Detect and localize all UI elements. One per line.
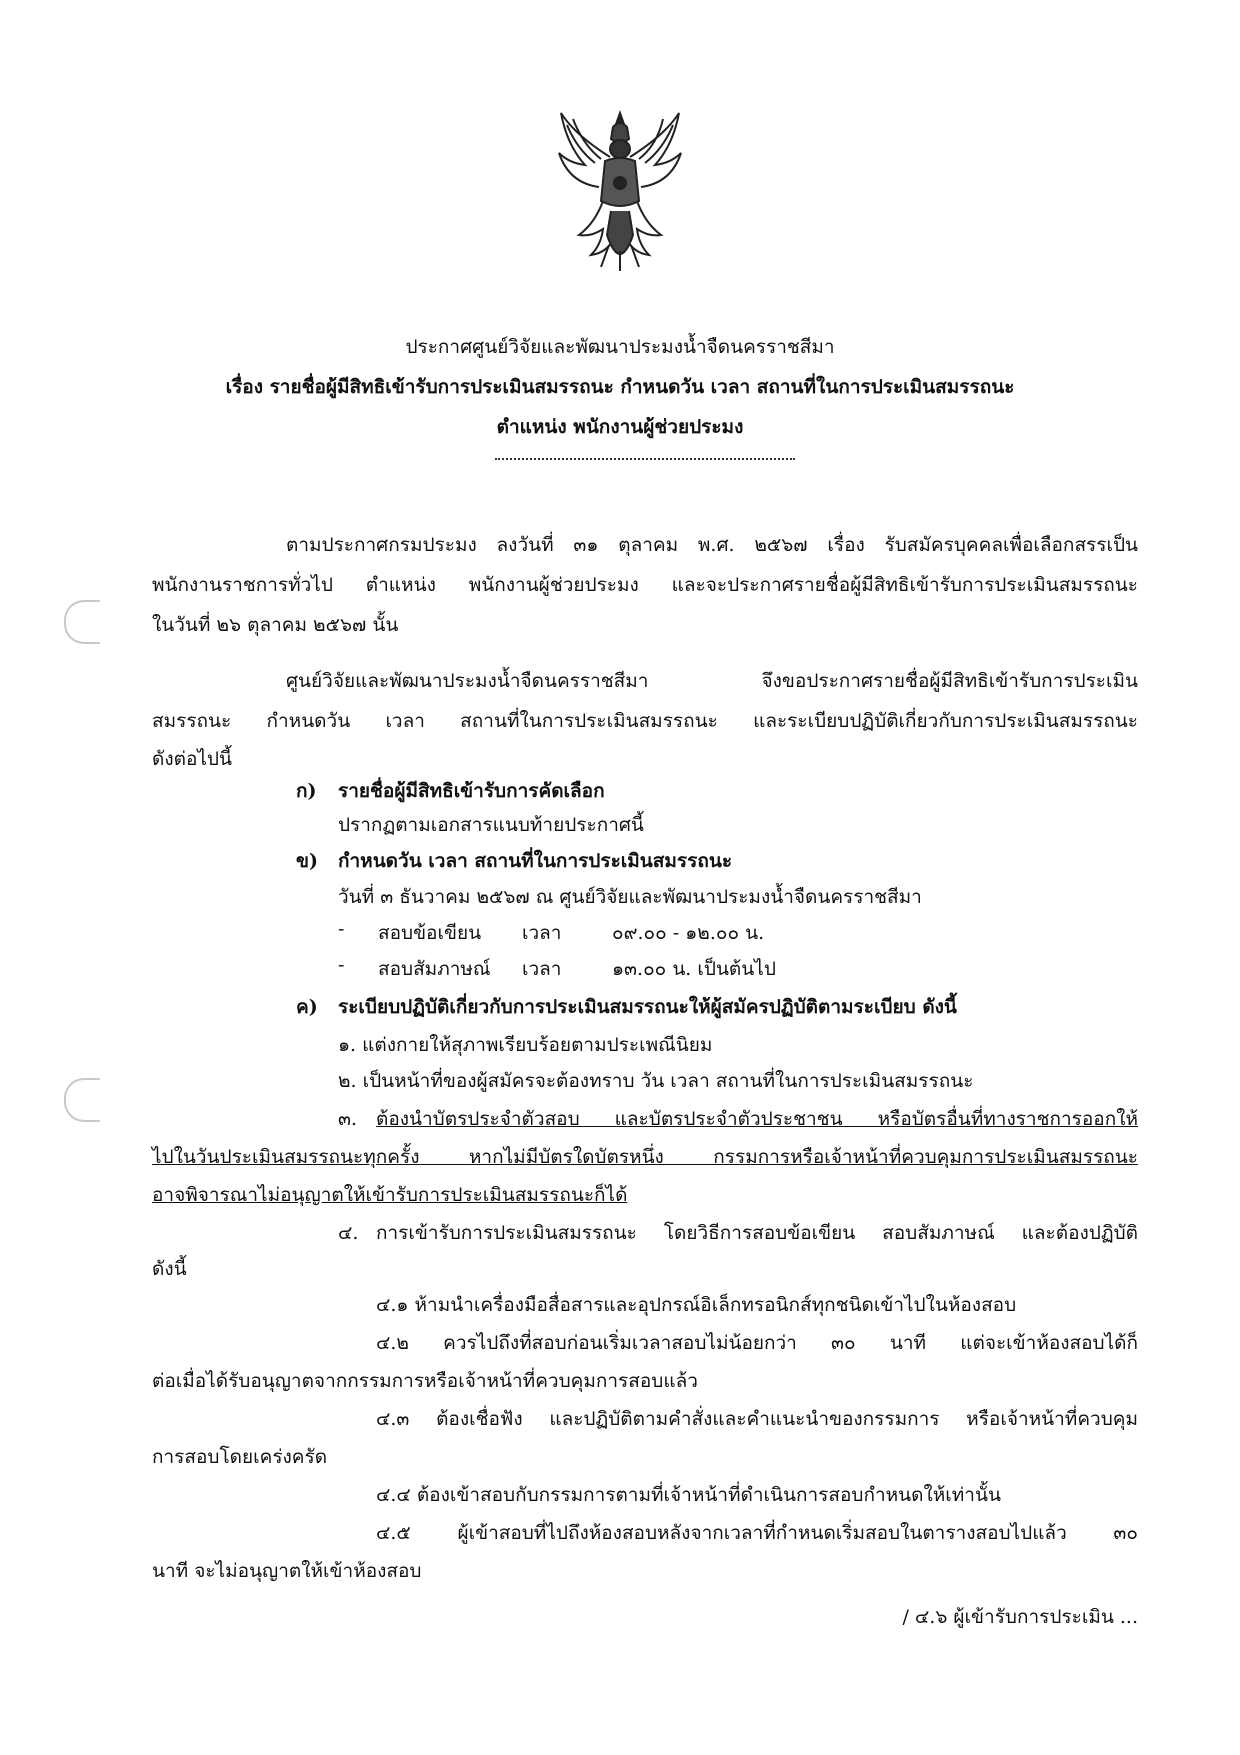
section-c-marker: ค) [296, 996, 318, 1018]
schedule-time: ๐๙.๐๐ - ๑๒.๐๐ น. [612, 922, 765, 944]
sub-rule: ๔.๒ ควรไปถึงที่สอบก่อนเริ่มเวลาสอบไม่น้อยกว่า ๓๐ นาที แต่จะเข้าห้องสอบได้ก็ [376, 1332, 1138, 1354]
sub-rule: นาที จะไม่อนุญาตให้เข้าห้องสอบ [152, 1560, 422, 1582]
punch-hole [64, 600, 100, 644]
section-c-heading: ระเบียบปฏิบัติเกี่ยวกับการประเมินสมรรถนะให้ผู้สมัครปฏิบัติตามระเบียบ ดังนี้ [338, 996, 957, 1018]
announcement-position: ตำแหน่ง พนักงานผู้ช่วยประมง [496, 416, 744, 438]
paragraph-line: สมรรถนะ กำหนดวัน เวลา สถานที่ในการประเมินสมรรถนะ และระเบียบปฏิบัติเกี่ยวกับการประเมินสมรรถนะ [152, 710, 1138, 732]
sub-rule: ๔.๔ ต้องเข้าสอบกับกรรมการตามที่เจ้าหน้าที่ดำเนินการสอบกำหนดให้เท่านั้น [376, 1484, 1001, 1506]
schedule-time-label: เวลา [522, 958, 562, 980]
section-a-marker: ก) [296, 780, 317, 802]
paragraph-line: ศูนย์วิจัยและพัฒนาประมงน้ำจืดนครราชสีมา จึงขอประกาศรายชื่อผู้มีสิทธิเข้ารับการประเมิน [286, 670, 1138, 692]
intro-line: พนักงานราชการทั่วไป ตำแหน่ง พนักงานผู้ช่วยประมง และจะประกาศรายชื่อผู้มีสิทธิเข้ารับการประเมินสมรรถนะ [152, 574, 1138, 596]
rule-item-underlined: ไปในวันประเมินสมรรถนะทุกครั้ง หากไม่มีบัตรใดบัตรหนึ่ง กรรมการหรือเจ้าหน้าที่ควบคุมการประเมินสมรรถนะ [152, 1146, 1138, 1168]
rule-item: ๒. เป็นหน้าที่ของผู้สมัครจะต้องทราบ วัน เวลา สถานที่ในการประเมินสมรรถนะ [338, 1070, 974, 1092]
rule-item-number: ๔. [338, 1222, 359, 1244]
intro-line: ตามประกาศกรมประมง ลงวันที่ ๓๑ ตุลาคม พ.ศ. ๒๕๖๗ เรื่อง รับสมัครบุคคลเพื่อเลือกสรรเป็น [286, 534, 1138, 556]
rule-item: ดังนี้ [152, 1258, 187, 1280]
sub-rule: ต่อเมื่อได้รับอนุญาตจากกรรมการหรือเจ้าหน้าที่ควบคุมการสอบแล้ว [152, 1370, 698, 1392]
schedule-time-label: เวลา [522, 922, 562, 944]
section-b-body: วันที่ ๓ ธันวาคม ๒๕๖๗ ณ ศูนย์วิจัยและพัฒนาประมงน้ำจืดนครราชสีมา [338, 886, 922, 908]
continuation-note: / ๔.๖ ผู้เข้ารับการประเมิน ... [902, 1606, 1138, 1628]
sub-rule: ๔.๕ ผู้เข้าสอบที่ไปถึงห้องสอบหลังจากเวลาที่กำหนดเริ่มสอบในตารางสอบไปแล้ว ๓๐ [376, 1522, 1138, 1544]
announcement-subject: เรื่อง รายชื่อผู้มีสิทธิเข้ารับการประเมินสมรรถนะ กำหนดวัน เวลา สถานที่ในการประเมินสมรรถนะ [225, 376, 1015, 398]
rule-item: ๑. แต่งกายให้สุภาพเรียบร้อยตามประเพณีนิยม [338, 1034, 713, 1056]
section-a-body: ปรากฏตามเอกสารแนบท้ายประกาศนี้ [338, 814, 644, 836]
schedule-label: สอบข้อเขียน [378, 922, 482, 944]
schedule-time: ๑๓.๐๐ น. เป็นต้นไป [612, 958, 776, 980]
section-b-marker: ข) [296, 850, 318, 872]
schedule-dash: - [338, 954, 345, 976]
paragraph-line: ดังต่อไปนี้ [152, 748, 232, 770]
garuda-emblem-icon [555, 105, 685, 275]
schedule-dash: - [338, 918, 345, 940]
rule-item: การเข้ารับการประเมินสมรรถนะ โดยวิธีการสอบข้อเขียน สอบสัมภาษณ์ และต้องปฏิบัติ [376, 1222, 1138, 1244]
header-divider [495, 458, 795, 460]
announcement-title: ประกาศศูนย์วิจัยและพัฒนาประมงน้ำจืดนครราชสีมา [405, 336, 835, 358]
rule-item-number: ๓. [338, 1108, 358, 1130]
sub-rule: ๔.๓ ต้องเชื่อฟัง และปฏิบัติตามคำสั่งและคำแนะนำของกรรมการ หรือเจ้าหน้าที่ควบคุม [376, 1408, 1138, 1430]
section-a-heading: รายชื่อผู้มีสิทธิเข้ารับการคัดเลือก [338, 780, 605, 802]
schedule-label: สอบสัมภาษณ์ [378, 958, 491, 980]
section-b-heading: กำหนดวัน เวลา สถานที่ในการประเมินสมรรถนะ [338, 850, 733, 872]
sub-rule: การสอบโดยเคร่งครัด [152, 1446, 328, 1468]
rule-item-underlined: อาจพิจารณาไม่อนุญาตให้เข้ารับการประเมินสมรรถนะก็ได้ [152, 1184, 628, 1206]
rule-item-underlined: ต้องนำบัตรประจำตัวสอบ และบัตรประจำตัวประชาชน หรือบัตรอื่นที่ทางราชการออกให้ [376, 1108, 1138, 1130]
intro-line: ในวันที่ ๒๖ ตุลาคม ๒๕๖๗ นั้น [152, 614, 399, 636]
punch-hole [64, 1078, 100, 1122]
sub-rule: ๔.๑ ห้ามนำเครื่องมือสื่อสารและอุปกรณ์อิเล็กทรอนิกส์ทุกชนิดเข้าไปในห้องสอบ [376, 1294, 1017, 1316]
